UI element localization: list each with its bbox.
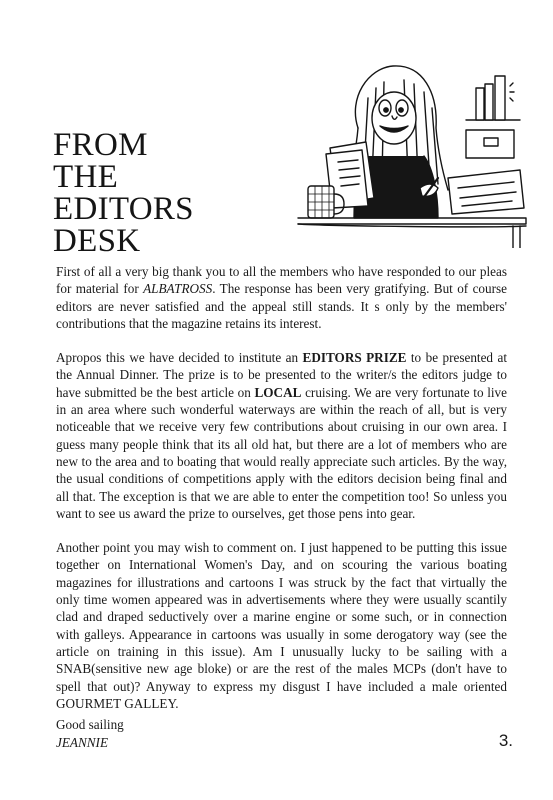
magazine-name: ALBATROSS [143, 281, 213, 297]
page-title [53, 127, 253, 260]
page-number: 3. [498, 731, 513, 750]
paragraph-thank-you: First of all a very big thank you to all the members who have responded to our pleas for material for ALBATROSS. The response has been very gratifying. But of course editors are never satisfied and the appeal still stands. It s only by the members' contributions that the magazine retains its interest. [56, 264, 507, 331]
signoff-line: Good sailing [56, 717, 124, 732]
title-line-3: EDITORS [53, 191, 194, 228]
title-line-4: DESK [53, 223, 141, 260]
article-body [56, 263, 507, 729]
paragraph-womens-day: Another point you may wish to comment on. I just happened to be putting this issue together on International Women's Day, and on scouring the various boating magazines for illustrations and cartoons I was struck by the fact that virtually the only time women appeared was in advertisements where they were usually scantily clad and draped seductively over a marine engine or some such, or in connection with galleys. Appearance in cartoons was usually in some derogatory way (see the article on training in this issue). Am I unusually lucky to be sailing with a SNAB(sensitive new age bloke) or are the rest of the males MCPs (don't have to spell that out)? Anyway to express my disgust I have included a male oriented GOURMET GALLEY. [56, 540, 507, 711]
local-emphasis: LOCAL [254, 384, 302, 400]
editors-prize-emphasis: EDITORS PRIZE [302, 350, 407, 366]
signoff-name: JEANNIE [56, 735, 109, 750]
editor-cartoon-illustration [288, 58, 528, 248]
paragraph-editors-prize: Apropos this we have decided to institute an EDITORS PRIZE to be presented at the Annual Dinner. The prize is to be presented to the writer/s the editors judge to have submitted be the best article on LOCAL cruising. We are very fortunate to live in an area where such wonderful waterways are within the reach of all, but is very noticeable that we receive very few contributions about cruising in our own area. I guess many people think that its all old hat, but there are a lot of members who are new to the area and to boating that would really appreciate such articles. By the way, the usual conditions of competitions apply with the editors decision being final and all that. The exception is that we are able to enter the competition too! So unless you want to see us award the prize to ourselves, get those pens into gear. [56, 350, 508, 521]
title-line-1: FROM [53, 127, 148, 164]
title-line-2: THE [53, 159, 119, 196]
signoff [56, 716, 124, 752]
